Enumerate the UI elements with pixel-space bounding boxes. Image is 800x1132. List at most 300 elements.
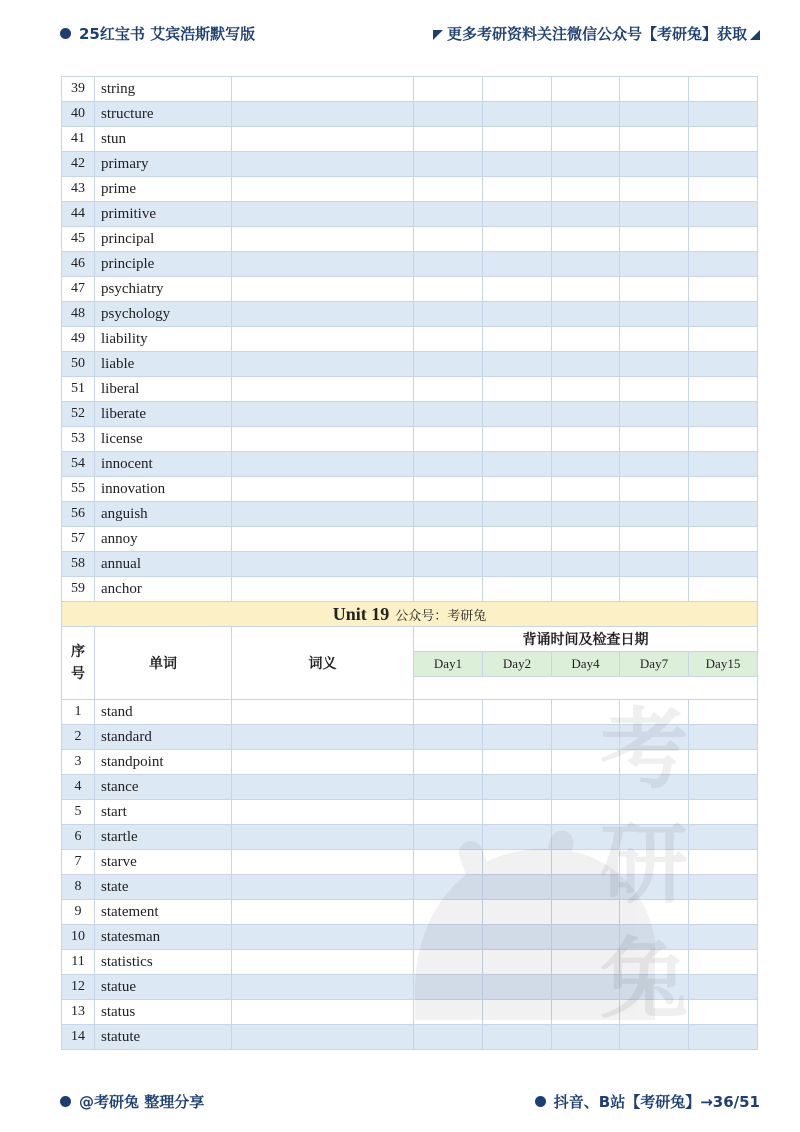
day-check-cell[interactable] [552,327,620,352]
meaning-cell[interactable] [232,502,414,527]
day-check-cell[interactable] [620,327,689,352]
day-check-cell[interactable] [689,577,758,602]
day-check-cell[interactable] [620,377,689,402]
day-check-cell[interactable] [414,502,483,527]
table-row [62,975,758,1000]
meaning-cell[interactable] [232,975,414,1000]
day-check-cell[interactable] [689,327,758,352]
day-check-cell[interactable] [552,875,620,900]
day-check-cell[interactable] [552,725,620,750]
table-row [62,227,758,252]
day-check-cell[interactable] [620,127,689,152]
row-word: annoy [95,527,232,552]
row-word: primary [95,152,232,177]
day-check-cell[interactable] [414,527,483,552]
day-check-cell[interactable] [620,102,689,127]
day-check-cell[interactable] [552,452,620,477]
day-check-cell[interactable] [483,202,552,227]
footer-credit: @考研兔 整理分享 [79,1093,205,1111]
meaning-cell[interactable] [232,377,414,402]
row-word: stance [95,775,232,800]
row-number: 6 [62,825,95,850]
day-check-cell[interactable] [552,552,620,577]
book-title: 25红宝书 艾宾浩斯默写版 [79,25,256,43]
row-word: annual [95,552,232,577]
day-check-cell[interactable] [689,950,758,975]
day-check-cell[interactable] [414,800,483,825]
row-number: 49 [62,327,95,352]
footer-right [535,1091,760,1112]
row-word: status [95,1000,232,1025]
meaning-cell[interactable] [232,77,414,102]
day-check-cell[interactable] [414,277,483,302]
day-check-cell[interactable] [620,1025,689,1050]
day-check-cell[interactable] [414,127,483,152]
day-check-cell[interactable] [689,427,758,452]
day-check-cell[interactable] [552,277,620,302]
day-check-cell[interactable] [483,452,552,477]
unit-19-rows [62,700,758,1050]
day-check-cell[interactable] [620,477,689,502]
vocab-table [61,76,758,1050]
header-day2: Day2 [483,652,552,677]
table-row [62,950,758,975]
day-check-cell[interactable] [552,975,620,1000]
day-check-cell[interactable] [620,825,689,850]
day-check-cell[interactable] [620,427,689,452]
header-day7: Day7 [620,652,689,677]
day-check-cell[interactable] [689,725,758,750]
day-check-cell[interactable] [414,577,483,602]
day-check-cell[interactable] [414,700,483,725]
row-word: innocent [95,452,232,477]
day-check-cell[interactable] [689,750,758,775]
row-number: 57 [62,527,95,552]
day-check-cell[interactable] [483,377,552,402]
meaning-cell[interactable] [232,775,414,800]
day-check-cell[interactable] [483,352,552,377]
meaning-cell[interactable] [232,427,414,452]
day-check-cell[interactable] [620,152,689,177]
day-check-cell[interactable] [414,252,483,277]
meaning-cell[interactable] [232,700,414,725]
day-check-cell[interactable] [414,875,483,900]
day-check-cell[interactable] [552,950,620,975]
day-check-cell[interactable] [483,552,552,577]
meaning-cell[interactable] [232,452,414,477]
header-word: 单词 [95,627,232,700]
meaning-cell[interactable] [232,850,414,875]
meaning-cell[interactable] [232,277,414,302]
meaning-cell[interactable] [232,302,414,327]
day-check-cell[interactable] [689,775,758,800]
day-check-cell[interactable] [620,202,689,227]
unit-title-cell [62,602,758,627]
day-check-cell[interactable] [620,302,689,327]
meaning-cell[interactable] [232,102,414,127]
day-check-cell[interactable] [414,477,483,502]
meaning-cell[interactable] [232,402,414,427]
day-check-cell[interactable] [620,900,689,925]
meaning-cell[interactable] [232,900,414,925]
row-word: liability [95,327,232,352]
table-row [62,327,758,352]
day-check-cell[interactable] [552,1000,620,1025]
day-check-cell[interactable] [689,1000,758,1025]
day-check-cell[interactable] [689,700,758,725]
meaning-cell[interactable] [232,227,414,252]
meaning-cell[interactable] [232,750,414,775]
row-number: 13 [62,1000,95,1025]
day-check-cell[interactable] [620,277,689,302]
day-check-cell[interactable] [689,502,758,527]
row-word: statue [95,975,232,1000]
day-check-cell[interactable] [620,177,689,202]
day-check-cell[interactable] [483,750,552,775]
day-check-cell[interactable] [620,1000,689,1025]
row-word: primitive [95,202,232,227]
row-word: anchor [95,577,232,602]
table-row [62,177,758,202]
day-check-cell[interactable] [483,102,552,127]
day-check-cell[interactable] [483,875,552,900]
table-row [62,427,758,452]
row-word: principle [95,252,232,277]
table-row [62,377,758,402]
row-word: psychiatry [95,277,232,302]
day-check-cell[interactable] [414,950,483,975]
day-check-cell[interactable] [483,427,552,452]
meaning-cell[interactable] [232,327,414,352]
header-day15: Day15 [689,652,758,677]
day-check-cell[interactable] [552,77,620,102]
day-check-cell[interactable] [414,1025,483,1050]
day-check-cell[interactable] [689,477,758,502]
row-word: psychology [95,302,232,327]
day-check-cell[interactable] [414,77,483,102]
day-check-cell[interactable] [483,527,552,552]
row-word: innovation [95,477,232,502]
day-check-cell[interactable] [689,77,758,102]
day-check-cell[interactable] [689,377,758,402]
meaning-cell[interactable] [232,152,414,177]
day-check-cell[interactable] [552,127,620,152]
table-row [62,352,758,377]
day-check-cell[interactable] [552,427,620,452]
day-check-cell[interactable] [483,302,552,327]
day-check-cell[interactable] [483,900,552,925]
row-word: string [95,77,232,102]
meaning-cell[interactable] [232,177,414,202]
page-header [0,20,800,46]
row-number: 5 [62,800,95,825]
day-check-cell[interactable] [483,252,552,277]
day-check-cell[interactable] [414,900,483,925]
watermark-char-2: 研 [600,813,689,916]
day-check-cell[interactable] [620,925,689,950]
row-number: 2 [62,725,95,750]
day-check-cell[interactable] [483,775,552,800]
day-check-cell[interactable] [414,775,483,800]
day-check-cell[interactable] [552,202,620,227]
day-check-cell[interactable] [552,252,620,277]
day-check-cell[interactable] [483,502,552,527]
day-check-cell[interactable] [414,825,483,850]
row-number: 59 [62,577,95,602]
day-check-cell[interactable] [552,925,620,950]
day-check-cell[interactable] [689,252,758,277]
day-check-cell[interactable] [483,800,552,825]
day-check-cell[interactable] [689,925,758,950]
day-check-cell[interactable] [414,552,483,577]
day-check-cell[interactable] [552,377,620,402]
row-word: statesman [95,925,232,950]
day-check-cell[interactable] [620,875,689,900]
day-check-cell[interactable] [552,850,620,875]
day-check-cell[interactable] [483,975,552,1000]
day-check-cell[interactable] [483,327,552,352]
day-check-cell[interactable] [483,925,552,950]
row-number: 39 [62,77,95,102]
header-seq-bottom: 号 [71,666,85,682]
day-check-cell[interactable] [483,850,552,875]
footer-left [60,1091,204,1112]
day-check-cell[interactable] [552,577,620,602]
day-check-cell[interactable] [620,77,689,102]
meaning-cell[interactable] [232,725,414,750]
day-check-cell[interactable] [552,352,620,377]
day-check-cell[interactable] [620,252,689,277]
day-check-cell[interactable] [689,202,758,227]
meaning-cell[interactable] [232,252,414,277]
day-check-cell[interactable] [620,552,689,577]
day-check-cell[interactable] [620,452,689,477]
meaning-cell[interactable] [232,1000,414,1025]
day-check-cell[interactable] [483,950,552,975]
day-check-cell[interactable] [414,227,483,252]
page-footer [0,1088,800,1114]
row-number: 8 [62,875,95,900]
day-check-cell[interactable] [483,127,552,152]
day-check-cell[interactable] [552,750,620,775]
day-check-cell[interactable] [689,177,758,202]
day-check-cell[interactable] [552,527,620,552]
meaning-cell[interactable] [232,552,414,577]
header-day1: Day1 [414,652,483,677]
day-check-cell[interactable] [414,925,483,950]
column-header-row [62,627,758,652]
day-check-cell[interactable] [620,775,689,800]
day-check-cell[interactable] [552,900,620,925]
day-check-cell[interactable] [414,750,483,775]
row-number: 46 [62,252,95,277]
meaning-cell[interactable] [232,202,414,227]
day-check-cell[interactable] [483,152,552,177]
day-check-cell[interactable] [552,1025,620,1050]
day-check-cell[interactable] [689,102,758,127]
row-word: license [95,427,232,452]
day-check-cell[interactable] [620,950,689,975]
row-word: liberal [95,377,232,402]
day-check-cell[interactable] [689,900,758,925]
meaning-cell[interactable] [232,950,414,975]
day-check-cell[interactable] [552,477,620,502]
day-check-cell[interactable] [552,825,620,850]
row-word: liberate [95,402,232,427]
table-row [62,77,758,102]
row-word: stun [95,127,232,152]
day-check-cell[interactable] [414,1000,483,1025]
day-check-cell[interactable] [414,377,483,402]
day-check-cell[interactable] [483,1000,552,1025]
day-check-cell[interactable] [552,402,620,427]
meaning-cell[interactable] [232,477,414,502]
day-check-cell[interactable] [552,775,620,800]
row-number: 52 [62,402,95,427]
day-check-cell[interactable] [620,800,689,825]
day-check-cell[interactable] [689,1025,758,1050]
day-check-cell[interactable] [414,850,483,875]
day-check-cell[interactable] [414,975,483,1000]
table-row [62,452,758,477]
day-check-cell[interactable] [689,975,758,1000]
row-number: 9 [62,900,95,925]
header-left [60,23,255,44]
meaning-cell[interactable] [232,925,414,950]
day-check-cell[interactable] [620,850,689,875]
day-check-cell[interactable] [414,302,483,327]
day-check-cell[interactable] [552,227,620,252]
row-word: liable [95,352,232,377]
day-check-cell[interactable] [483,725,552,750]
day-check-cell[interactable] [689,800,758,825]
day-check-cell[interactable] [483,577,552,602]
day-check-cell[interactable] [552,102,620,127]
day-check-cell[interactable] [552,502,620,527]
day-check-cell[interactable] [552,800,620,825]
day-check-cell[interactable] [483,477,552,502]
day-check-cell[interactable] [414,452,483,477]
unit-title-row [62,602,758,627]
day-check-cell[interactable] [689,302,758,327]
day-check-cell[interactable] [552,302,620,327]
day-check-cell[interactable] [620,227,689,252]
header-promo: 更多考研资料关注微信公众号【考研兔】获取 [446,25,747,43]
day-check-cell[interactable] [483,1025,552,1050]
day-check-cell[interactable] [620,577,689,602]
day-check-cell[interactable] [414,427,483,452]
day-check-cell[interactable] [689,850,758,875]
row-number: 55 [62,477,95,502]
day-check-cell[interactable] [689,227,758,252]
day-check-cell[interactable] [620,725,689,750]
day-check-cell[interactable] [483,700,552,725]
row-number: 47 [62,277,95,302]
day-check-cell[interactable] [414,327,483,352]
table-row [62,552,758,577]
day-check-cell[interactable] [620,352,689,377]
table-row [62,725,758,750]
bullet-dot-icon [535,1096,546,1107]
bullet-dot-icon [60,1096,71,1107]
day-check-cell[interactable] [414,202,483,227]
row-word: start [95,800,232,825]
day-check-cell[interactable] [552,152,620,177]
meaning-cell[interactable] [232,800,414,825]
day-check-cell[interactable] [620,750,689,775]
meaning-cell[interactable] [232,352,414,377]
row-word: structure [95,102,232,127]
row-word: principal [95,227,232,252]
row-number: 4 [62,775,95,800]
spacer-cell [414,677,758,700]
meaning-cell[interactable] [232,127,414,152]
table-row [62,527,758,552]
meaning-cell[interactable] [232,875,414,900]
day-check-cell[interactable] [689,875,758,900]
day-check-cell[interactable] [483,77,552,102]
row-number: 43 [62,177,95,202]
row-number: 54 [62,452,95,477]
day-check-cell[interactable] [414,152,483,177]
day-check-cell[interactable] [414,102,483,127]
day-check-cell[interactable] [689,527,758,552]
meaning-cell[interactable] [232,577,414,602]
header-seq-top: 序 [71,644,85,660]
meaning-cell[interactable] [232,1025,414,1050]
day-check-cell[interactable] [552,177,620,202]
day-check-cell[interactable] [414,402,483,427]
table-row [62,700,758,725]
day-check-cell[interactable] [689,127,758,152]
unit-18-rows [62,77,758,602]
day-check-cell[interactable] [689,552,758,577]
day-check-cell[interactable] [483,227,552,252]
table-row [62,102,758,127]
meaning-cell[interactable] [232,527,414,552]
day-check-cell[interactable] [689,825,758,850]
day-check-cell[interactable] [620,975,689,1000]
day-check-cell[interactable] [483,825,552,850]
day-check-cell[interactable] [689,452,758,477]
day-check-cell[interactable] [620,527,689,552]
table-row [62,1025,758,1050]
day-check-cell[interactable] [620,700,689,725]
bullet-dot-icon [60,28,71,39]
day-check-cell[interactable] [689,152,758,177]
table-row [62,925,758,950]
day-check-cell[interactable] [483,277,552,302]
day-check-cell[interactable] [414,352,483,377]
day-check-cell[interactable] [689,352,758,377]
day-check-cell[interactable] [414,177,483,202]
day-check-cell[interactable] [620,402,689,427]
day-check-cell[interactable] [620,502,689,527]
meaning-cell[interactable] [232,825,414,850]
day-check-cell[interactable] [689,277,758,302]
row-number: 7 [62,850,95,875]
day-check-cell[interactable] [483,177,552,202]
row-word: statistics [95,950,232,975]
day-check-cell[interactable] [414,725,483,750]
row-word: starve [95,850,232,875]
day-check-cell[interactable] [483,402,552,427]
row-word: standard [95,725,232,750]
table-row [62,900,758,925]
header-day4: Day4 [552,652,620,677]
day-check-cell[interactable] [552,700,620,725]
day-check-cell[interactable] [689,402,758,427]
